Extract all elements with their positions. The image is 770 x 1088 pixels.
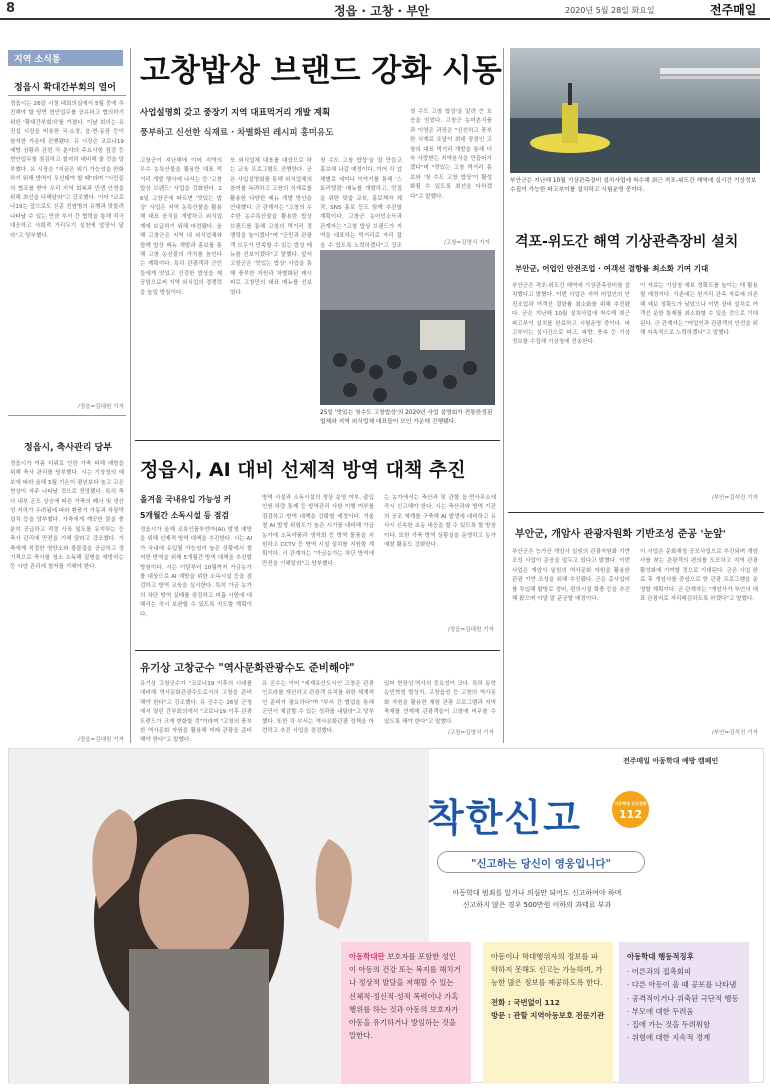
article1-subtitle1: 사업설명회 갖고 중장기 지역 대표먹거리 개발 계획 <box>140 108 331 118</box>
ad-box-definition <box>341 942 471 1084</box>
sidebar-story2-body: 정읍시가 여름 더위로 인한 가축 피해 예방을 위해 축사 관리를 당부했다. 시는 기상청의 예보에 따라 올해 5월 기온이 평년보다 높고 고온 현상이 자주 나타날 것으로 전망됐다. 특히 축사 내부 온도 상승에 따른 가축의 폐사 및 생산성 저하가 우려됨에 따라 환풍기 가동과 차광막 설치 등을 당부했다. 가축에게 깨끗한 물을 충분히 공급하고 적정 사육 밀도를 유지하는 등 축사 관리에 만전을 기해 달라고 강조했다. 가축에게 적절한 영양소와 광물질을 공급하고 정기적으로 축사를 청소 소독해 질병을 예방하는 등 사양 관리에 철저를 기해야 한다. <box>10 461 124 571</box>
article1-col1: 고창군이 지난해에 이어 지역의 우수 농특산물을 활용한 대표 먹거리 개발 행사에 나서는 등 '고창 밥상 브랜드' 사업을 강화한다. 26일 고창군에 따르면 '맛있는 밥상' 사업은 지역 농특산물을 활용해 대표 음식을 개발하고 외식업계에 보급하기 위해 마련됐다. 올해 고창군은 지역 내 외식업체와 함께 밥상 메뉴 개발과 홍보를 통해 고창 농산물의 가치를 높인다는 계획이다. 특히 관광객과 군민들에게 맛있고 건강한 밥상을 제공함으로써 지역 외식업의 경쟁력을 높일 방침이다. <box>140 158 222 296</box>
report-text: 아동이나 학대행위자의 정보를 파악하지 못해도 신고는 가능하며, 가능한 많은 정보를 제공하도록 한다. <box>491 952 603 988</box>
article4-col2: 이 자료는 기상청 예보 정확도를 높이는 데 활용될 예정이다. 기존에는 원거리 관측 자료에 의존해 예보 정확도가 낮았으나 이번 장비 설치로 여객선 운항 통제를 최소화할 수 있을 것으로 기대된다. 군 관계자는 "어업인과 관광객의 안전을 위해 지속적으로 노력하겠다"고 말했다. <box>640 283 758 337</box>
badge-number: 112 <box>619 808 642 821</box>
article1-title: 고창밥상 브랜드 강화 시동 <box>140 53 502 89</box>
sign-item: · 다른 아동이 울 때 공포를 나타냄 <box>627 980 737 990</box>
divider <box>8 95 126 96</box>
article3-col3: 있어 현장성·역사의 중요성이 크다. 특히 동학농민혁명 발상지, 고창읍성 등 고창의 역사문화 자원을 활용한 체험 관광 프로그램과 지역 축제를 연계해 관광객들이 고창에 머무를 수 있도록 해야 한다"고 말했다. <box>384 681 496 725</box>
sign-item: · 부모에 대한 두려움 <box>627 1006 694 1016</box>
article4-title: 격포-위도간 해역 기상관측장비 설치 <box>515 234 739 250</box>
article4-caption: 부안군은 지난해 10월 기상관측장비 설치사업에 착수해 최근 격포-위도간 해역에 실시간 기상정보 수집이 가능한 파고부이를 설치하고 시험운영 중이다. <box>510 178 757 193</box>
article5-col2: 이 사업은 문화재청 공모사업으로 추진되며 개암사를 찾는 관광객의 편의를 도모하고 지역 관광 활성화에 기여할 것으로 기대된다. 군은 사업 완료 후 개암사를 중심으로 한 관광 프로그램을 운영할 계획이다. 군 관계자는 "개암사가 부안의 대표 관광지로 자리매김하도록 하겠다"고 말했다. <box>640 549 758 603</box>
divider <box>135 650 500 651</box>
sign-item: · 집에 가는 것을 두려워함 <box>627 1020 711 1030</box>
ad-logo: 착한신고 <box>427 796 582 840</box>
phone-number: 국번없이 112 <box>513 997 560 1007</box>
article5-col1: 부안군은 능가산 개암사 일원의 관광자원화 기반조성 사업이 준공을 앞두고 있다고 밝혔다. 이번 사업은 개암사 일원의 역사문화 자원을 활용한 관광 기반 조성을 위해 추진됐다. 군은 총사업비를 투입해 탐방로 정비, 편의시설 확충 등을 추진해 왔으며 이달 말 준공할 예정이다. <box>512 549 630 603</box>
badge-caption: 아동학대 신고전화 <box>614 801 647 806</box>
article1-col3: 첫 수도 고창 밥상'을 잘 만들고 홍보해 나갈 예정이다. 이어 각 업체별로 세미나 이야기를 통해 '스토리텔링' 메뉴를 개발하고, 맛집을 위한 맞춤 교육, 홍보책자 제작, SNS 홍보 등도 함께 추진할 계획이다. 고창군 농어민소득과 관계자는 "고창 밥상 브랜드가 지역을 대표하는 먹거리로 자리 잡을 수 있도록 노력하겠다"고 강조 <box>320 158 402 249</box>
section-title: 정읍 · 고창 · 부안 <box>334 4 430 18</box>
visit-label: 방문 : <box>491 1010 511 1020</box>
ad-slogan: "신고하는 당신이 영웅입니다" <box>437 851 645 873</box>
column-divider <box>503 48 504 743</box>
definition-keyword: 아동학대란 <box>349 952 385 961</box>
buoy-photo-icon <box>510 48 760 173</box>
divider <box>135 440 500 441</box>
article2-subtitle1: 올겨울 국내유입 가능성 커 <box>140 495 231 504</box>
article2-credit: /정읍=김대원 기자 <box>447 627 494 633</box>
column-divider <box>130 48 131 743</box>
ad-campaign-label: 전주매일 아동학대 예방 캠페인 <box>623 757 719 765</box>
sidebar-story2-credit: /정읍=김대원 기자 <box>77 737 124 743</box>
article5-credit: /부안=김석진 기자 <box>711 730 758 736</box>
divider <box>508 512 764 513</box>
article1-col2: 또 외식업체 대표를 대상으로 하는 교육 프로그램도 진행한다. 군은 사업설명회를 통해 외식업체의 참여를 독려하고 고창의 식재료를 활용한 다양한 메뉴 개발 방안을 안내했다. 군 관계자는 "고창의 우수한 농수특산물을 활용한 밥상 브랜드를 통해 고창의 먹거리 경쟁력을 높이겠다"며 "군민과 관광객 모두가 만족할 수 있는 밥상 메뉴를 선보이겠다"고 말했다. 앞서 고창군은 '맛있는 밥상' 사업을 통해 풍부한 자원과 차별화된 레시피로 고창만의 대표 메뉴를 선보였다. <box>230 158 312 296</box>
article1-subtitle2: 풍부하고 신선한 식재료 · 차별화된 레시피 홍미유도 <box>140 128 334 138</box>
article4-credit: /부안=김석진 기자 <box>711 495 758 501</box>
sign-item: · 어른과의 접촉회피 <box>627 967 692 977</box>
article2-title: 정읍시, AI 대비 선제적 방역 대책 추진 <box>140 459 466 481</box>
article2-col3: 는 농가에서는 축산과 및 관할 읍·면사무소에 즉시 신고해야 한다. 시는 축산과와 방역 기관의 공조 체계를 구축해 AI 발생에 대비하고 유사시 신속한 초동 대응을 할 수 있도록 할 방침이다. 또한 가축 방역 상황실을 운영하고 농가 예찰 활동도 강화한다. <box>384 495 496 549</box>
article1-caption: 25일 '맛있는 첫수도 고창밥상'의 2020년 사업 설명회가 전통한정된 업체와 지역 외식업체 대표들이 모인 가운데 진행됐다. <box>320 410 493 425</box>
article2-col1: 정읍시가 올해 조류인플루엔자(AI) 발생 예방을 위해 선제적 방역 대책을 추진한다. 시는 AI가 국내에 유입될 가능성이 높은 상황에서 철저한 방역을 위해 5개월간 방역 대책을 추진할 방침이다. 시는 이달부터 10월까지 가금농가를 대상으로 AI 예방을 위한 소독시설 등을 점검하고 방역 교육을 실시한다. 특히 가금 농가의 차단 방역 실태를 점검하고 미흡 사항에 대해서는 즉시 보완할 수 있도록 지도할 계획이다. <box>140 527 252 618</box>
article2-subtitle2: 5개월간 소독시설 등 점검 <box>140 511 229 520</box>
page-number: 8 <box>6 1 16 16</box>
article4-subtitle: 부안군, 어업인 안전조업 · 여객선 결항률 최소화 기여 기대 <box>515 264 709 273</box>
meeting-photo-icon <box>320 250 495 405</box>
ad-box-how-to-report <box>483 942 613 1084</box>
phone-label: 전화 : <box>491 997 511 1007</box>
sidebar-story1-body: 정읍시는 26일 시청 대회의실에서 5월 중에 추진해야 할 당면 현안업무를 공유하고 협의하기 위한 '확대간부회의'를 가졌다. 이날 회의는 유진섭 시장을 비롯한 국·소장, 읍·면·동장 등이 참석한 가운데 진행됐다. 유 시장은 코로나19 예방 상황과 관련 각 분야의 주요사항 점검 등 현안업무를 점검하고 철저히 대비해 줄 것을 당부했다. 유 시장은 "지금은 위기 가능성을 완화하기 위해 방역이 우선돼야 할 때"라며 "시민들의 협조를 받아 우리 지역 회복과 민생 안정을 위해 최선을 다해달라"고 강조했다. 이어 "코로나19는 앞으로도 신종 전염병의 유행과 맞물려 나타날 수 있는 만큼 부서 간 협력을 통해 적극 대응하고 사회적 거리두기 실천에 앞장서 달라"고 당부했다. <box>10 101 124 239</box>
hotline-badge <box>612 791 649 828</box>
article4-photo <box>510 48 760 173</box>
ad-box-behavior-signs <box>619 942 749 1084</box>
signs-title: 아동학대 행동적징후 <box>627 952 694 961</box>
article2-col2: 방역 시설과 소독시설의 정상 운영 여부, 출입 인원·차량 통제 등 방역관리 사항 이행 여부를 점검하고 방역 대책을 강화할 예정이다. 겨울철 AI 발생 위험도가 높은 시기를 대비해 가금 농가에 소독약품과 생석회 등 방역 물품을 지원하고 CCTV 등 방역 시설 설치를 지원할 계획이다. 시 관계자는 "가금농가는 차단 방역에 만전을 기해달라"고 당부했다. <box>262 495 374 567</box>
article1-photo <box>320 250 495 405</box>
sidebar-story2-title: 정읍시, 축사관리 당부 <box>24 443 112 453</box>
ad-description <box>387 887 687 911</box>
article3-col1: 유기상 고창군수가 "코로나19 이후의 시대를 대비해 역사문화관광수도로서의 고창을 준비해야 한다"고 강조했다. 유 군수는 26일 군청에서 열린 간부회의에서 "코로나19 이후 관광 트렌드가 크게 변화할 것"이라며 "고창의 풍부한 역사문화 자원을 활용해 미래 관광을 준비해야 한다"고 말했다. <box>140 681 252 744</box>
article4-col1: 부안군은 격포-위도간 해역에 기상관측장비를 설치했다고 밝혔다. 이번 사업은 지역 어업인의 안전조업과 여객선 결항률 최소화를 위해 추진됐다. 군은 지난해 10월 설치사업에 착수해 최근 파고부이 설치를 완료하고 시험운영 중이다. 파고부이는 실시간으로 파고, 파향, 풍속 등 기상 정보를 수집해 기상청에 전송한다. <box>512 283 630 346</box>
sign-item: · 위험에 대한 지속적 경계 <box>627 1033 711 1043</box>
visit-place: 관할 지역아동보호 전문기관 <box>513 1010 605 1020</box>
divider <box>8 415 126 416</box>
sidebar-label: 지역 소식통 <box>8 50 123 66</box>
newspaper-name: 전주매일 <box>710 3 757 17</box>
ad-desc-line1: 아동학대 범죄를 알거나 의심만 되어도 신고하여야 하며 <box>452 889 622 897</box>
article1-credit: /고창=김영식 기자 <box>443 240 490 246</box>
definition-text: 보호자를 포함한 성인이 아동의 건강 또는 복지를 해치거나 정상적 발달을 저해할 수 있는 신체적·정신적·성적 폭력이나 가혹행위를 하는 것과 아동의 보호자가 아동을 유기하거나 방임하는 것을 말한다. <box>349 952 461 1041</box>
article3-col2: 유 군수는 이어 "세계유산도시인 고창은 관광 인프라를 개선하고 관광객 유치를 위한 체계적인 준비가 필요하다"며 "부서 간 협업을 통해 군민이 체감할 수 있는 성과를 내달라"고 당부했다. 또한 각 부서는 역사문화관광 정책을 마련하고 추진 사업을 점검했다. <box>262 681 374 735</box>
ad-desc-line2: 신고하지 않은 경우 500만원 이하의 과태료 부과 <box>462 901 612 909</box>
sidebar-story1-title: 정읍시 확대간부회의 열어 <box>14 83 116 93</box>
sidebar-story1-credit: /정읍=김대원 기자 <box>77 404 124 410</box>
article3-title: 유기상 고창군수 "역사문화관광수도 준비해야" <box>140 662 355 674</box>
article1-col4: 첫 수도 고창 밥상'을 알려 큰 호응을 얻었다. 고창군 농어촌식품과 이영은 과장은 "신선하고 풍부한 식재료 조달이 최대 장점인 고창의 대표 먹거리 개발을 통해 더욱 사랑받는 지역음식을 만들어가겠다"며 "맛있는 고창 먹거리 홍보와 '첫 수도 고창 밥상'이 활성화될 수 있도록 최선을 다하겠다"고 말했다. <box>410 109 492 200</box>
campaign-ad <box>8 748 764 1083</box>
sign-item: · 공격적이거나 위축된 극단적 행동 <box>627 993 739 1003</box>
article5-title: 부안군, 개암사 관광자원화 기반조성 준공 '눈앞' <box>515 529 726 540</box>
issue-date: 2020년 5월 28일 화요일 <box>565 6 655 15</box>
article3-credit: /고창=김영식 기자 <box>447 730 494 736</box>
